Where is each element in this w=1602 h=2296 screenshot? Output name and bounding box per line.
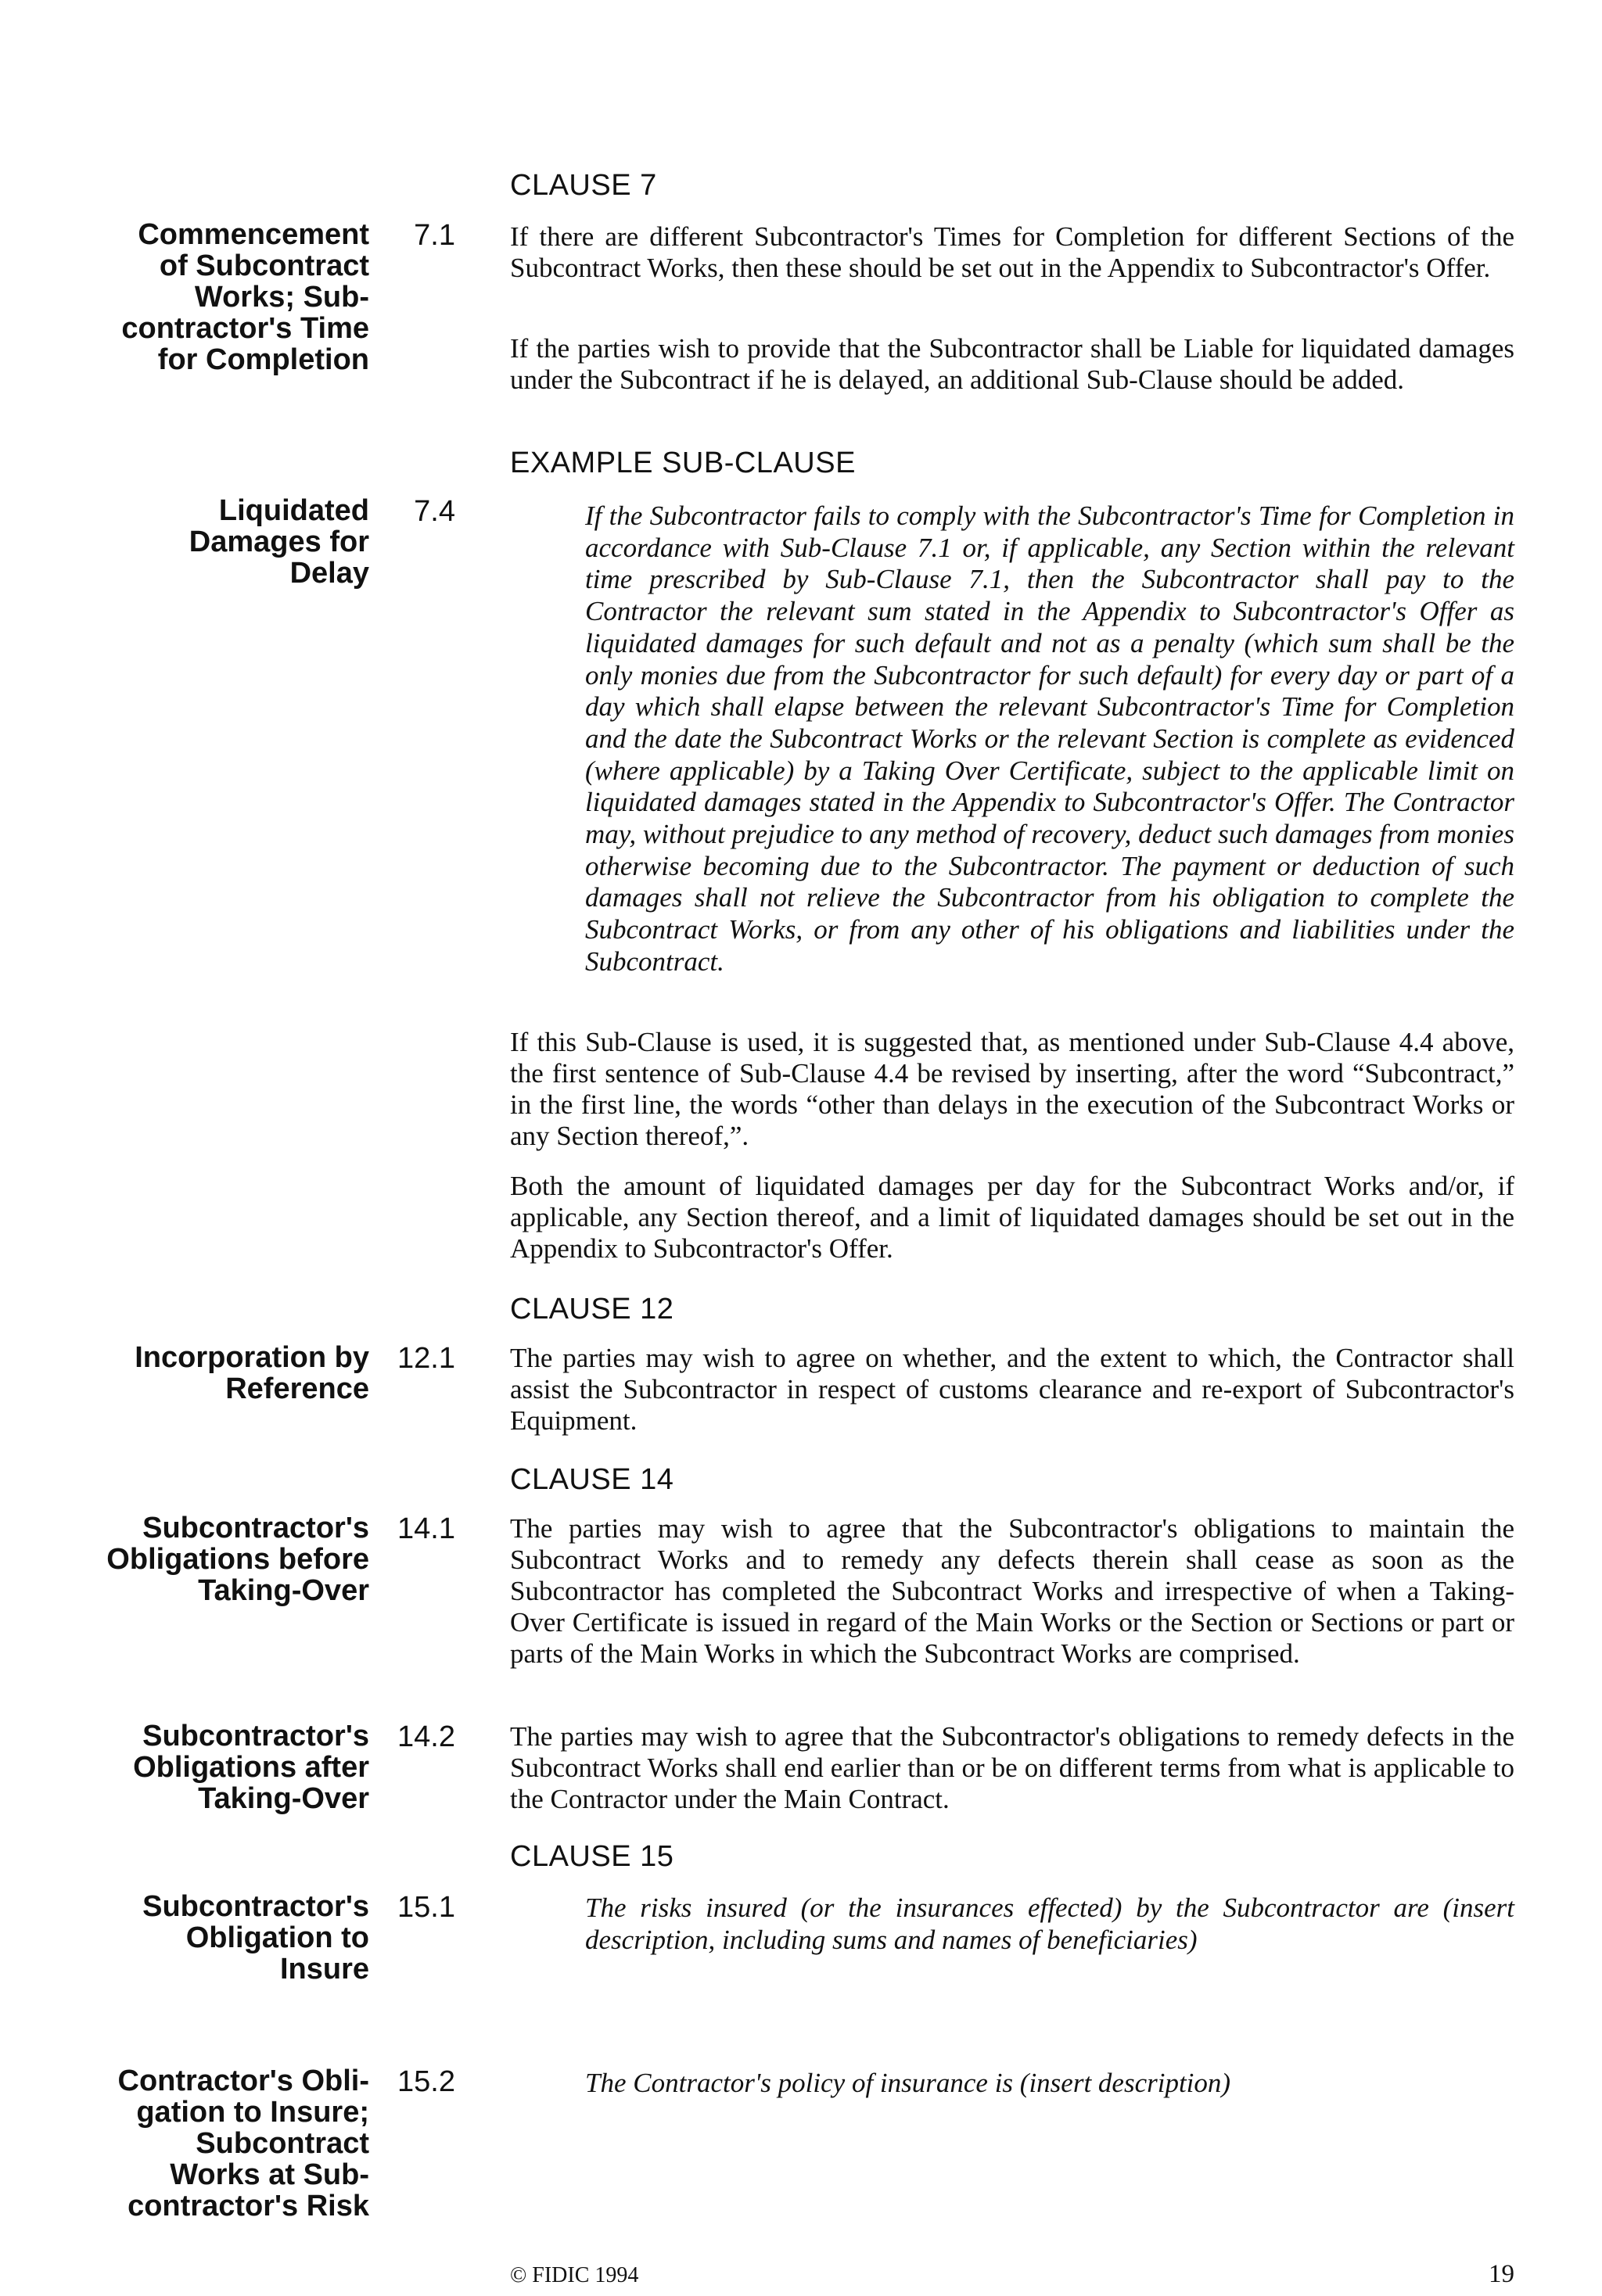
example-subclause-text: If the Subcontractor fails to comply with the Subcontractor's Time for Completion in accordance with Sub-Clause 7.1 or, if applicable, any Section within the relevant time prescribed by Sub-Clause 7.1, then the Subcontractor shall pay to the Contractor the relevant sum stated in the Appendix to Subcontractor's Offer as liquidated damages for such default and not as a penalty (which sum shall be the only monies due from the Subcontractor for such default) for every day or part of a day which shall elapse between the relevant Subcontractor's Time for Completion and the date the Subcontract Works or the relevant Section is complete as evidenced (where applicable) by a Taking Over Certificate, subject to the applicable limit on liquidated damages stated in the Appendix to Subcontractor's Offer. The Contractor may, without prejudice to any method of recovery, deduct such damages from monies otherwise becoming due to the Subcontractor. The payment or deduction of such damages shall not relieve the Subcontractor from his obligation to complete the Subcontract Works, or from any other of his obligations and liabilities under the Subcontract.	[585, 500, 1514, 977]
clause-15-heading: CLAUSE 15	[510, 1840, 674, 1873]
clause-7-heading: CLAUSE 7	[510, 169, 657, 202]
clause-12-heading: CLAUSE 12	[510, 1293, 674, 1326]
paragraph-7-4-note: If this Sub-Clause is used, it is suggested that, as mentioned under Sub-Clause 4.4 above, the first sentence of Sub-Clause 4.4 be revised by inserting, after the word “Subcontract,” in the first line, the words “other than delays in the execution of the Subcontract Works or any Section thereof,”.	[510, 1027, 1514, 1151]
paragraph-12-1: The parties may wish to agree on whether, and the extent to which, the Contractor shall assist the Subcontractor in respect of customs clearance and re-export of Subcontractor's Equipment.	[510, 1343, 1514, 1436]
subclause-number-7-1: 7.1	[414, 219, 455, 252]
subclause-number-15-1: 15.1	[397, 1891, 455, 1924]
margin-title-12-1: Incorporation by Reference	[135, 1341, 369, 1405]
subclause-number-14-2: 14.2	[397, 1720, 455, 1753]
footer-copyright: © FIDIC 1994	[510, 2263, 639, 2287]
margin-title-15-1: Subcontractor's Obligation to Insure	[142, 1890, 369, 1986]
paragraph-15-1: The risks insured (or the insurances effected) by the Subcontractor are (insert description, including sums and names of beneficiaries)	[585, 1892, 1514, 1955]
subclause-number-15-2: 15.2	[397, 2065, 455, 2098]
subclause-number-14-1: 14.1	[397, 1512, 455, 1545]
margin-title-14-2: Subcontractor's Obligations after Taking-Over	[133, 1720, 369, 1815]
subclause-number-12-1: 12.1	[397, 1342, 455, 1375]
subclause-number-7-4: 7.4	[414, 495, 455, 528]
paragraph-7-1-a: If there are different Subcontractor's Times for Completion for different Sections of the Subcontract Works, then these should be set out in the Appendix to Subcontractor's Offer.	[510, 221, 1514, 283]
margin-title-7-1: Commencement of Subcontract Works; Sub- contractor's Time for Completion	[121, 218, 369, 376]
page-number: 19	[1489, 2260, 1514, 2288]
paragraph-14-2: The parties may wish to agree that the Subcontractor's obligations to remedy defects in the Subcontract Works shall end earlier than or be on different terms from what is applicable to the Contractor under the Main Contract.	[510, 1721, 1514, 1814]
paragraph-7-1-b: If the parties wish to provide that the Subcontractor shall be Liable for liquidated damages under the Subcontract if he is delayed, an additional Sub-Clause should be added.	[510, 333, 1514, 395]
example-subclause-heading: EXAMPLE SUB-CLAUSE	[510, 447, 856, 479]
margin-title-7-4: Liquidated Damages for Delay	[189, 494, 369, 590]
margin-title-14-1: Subcontractor's Obligations before Taking-Over	[106, 1512, 369, 1607]
margin-title-15-2: Contractor's Obli- gation to Insure; Subcontract Works at Sub- contractor's Risk	[117, 2065, 369, 2222]
paragraph-15-2: The Contractor's policy of insurance is (insert description)	[585, 2068, 1231, 2098]
clause-14-heading: CLAUSE 14	[510, 1463, 674, 1496]
paragraph-7-4-amount: Both the amount of liquidated damages per day for the Subcontract Works and/or, if applicable, any Section thereof, and a limit of liquidated damages should be set out in the Appendix to Subcontractor's Offer.	[510, 1171, 1514, 1264]
paragraph-14-1: The parties may wish to agree that the Subcontractor's obligations to maintain the Subcontract Works and to remedy any defects therein shall cease as soon as the Subcontractor has completed the Subcontract Works and irrespective of when a Taking-Over Certificate is issued in regard of the Main Works or the Section or Sections or part or parts of the Main Works in which the Subcontract Works are comprised.	[510, 1513, 1514, 1669]
